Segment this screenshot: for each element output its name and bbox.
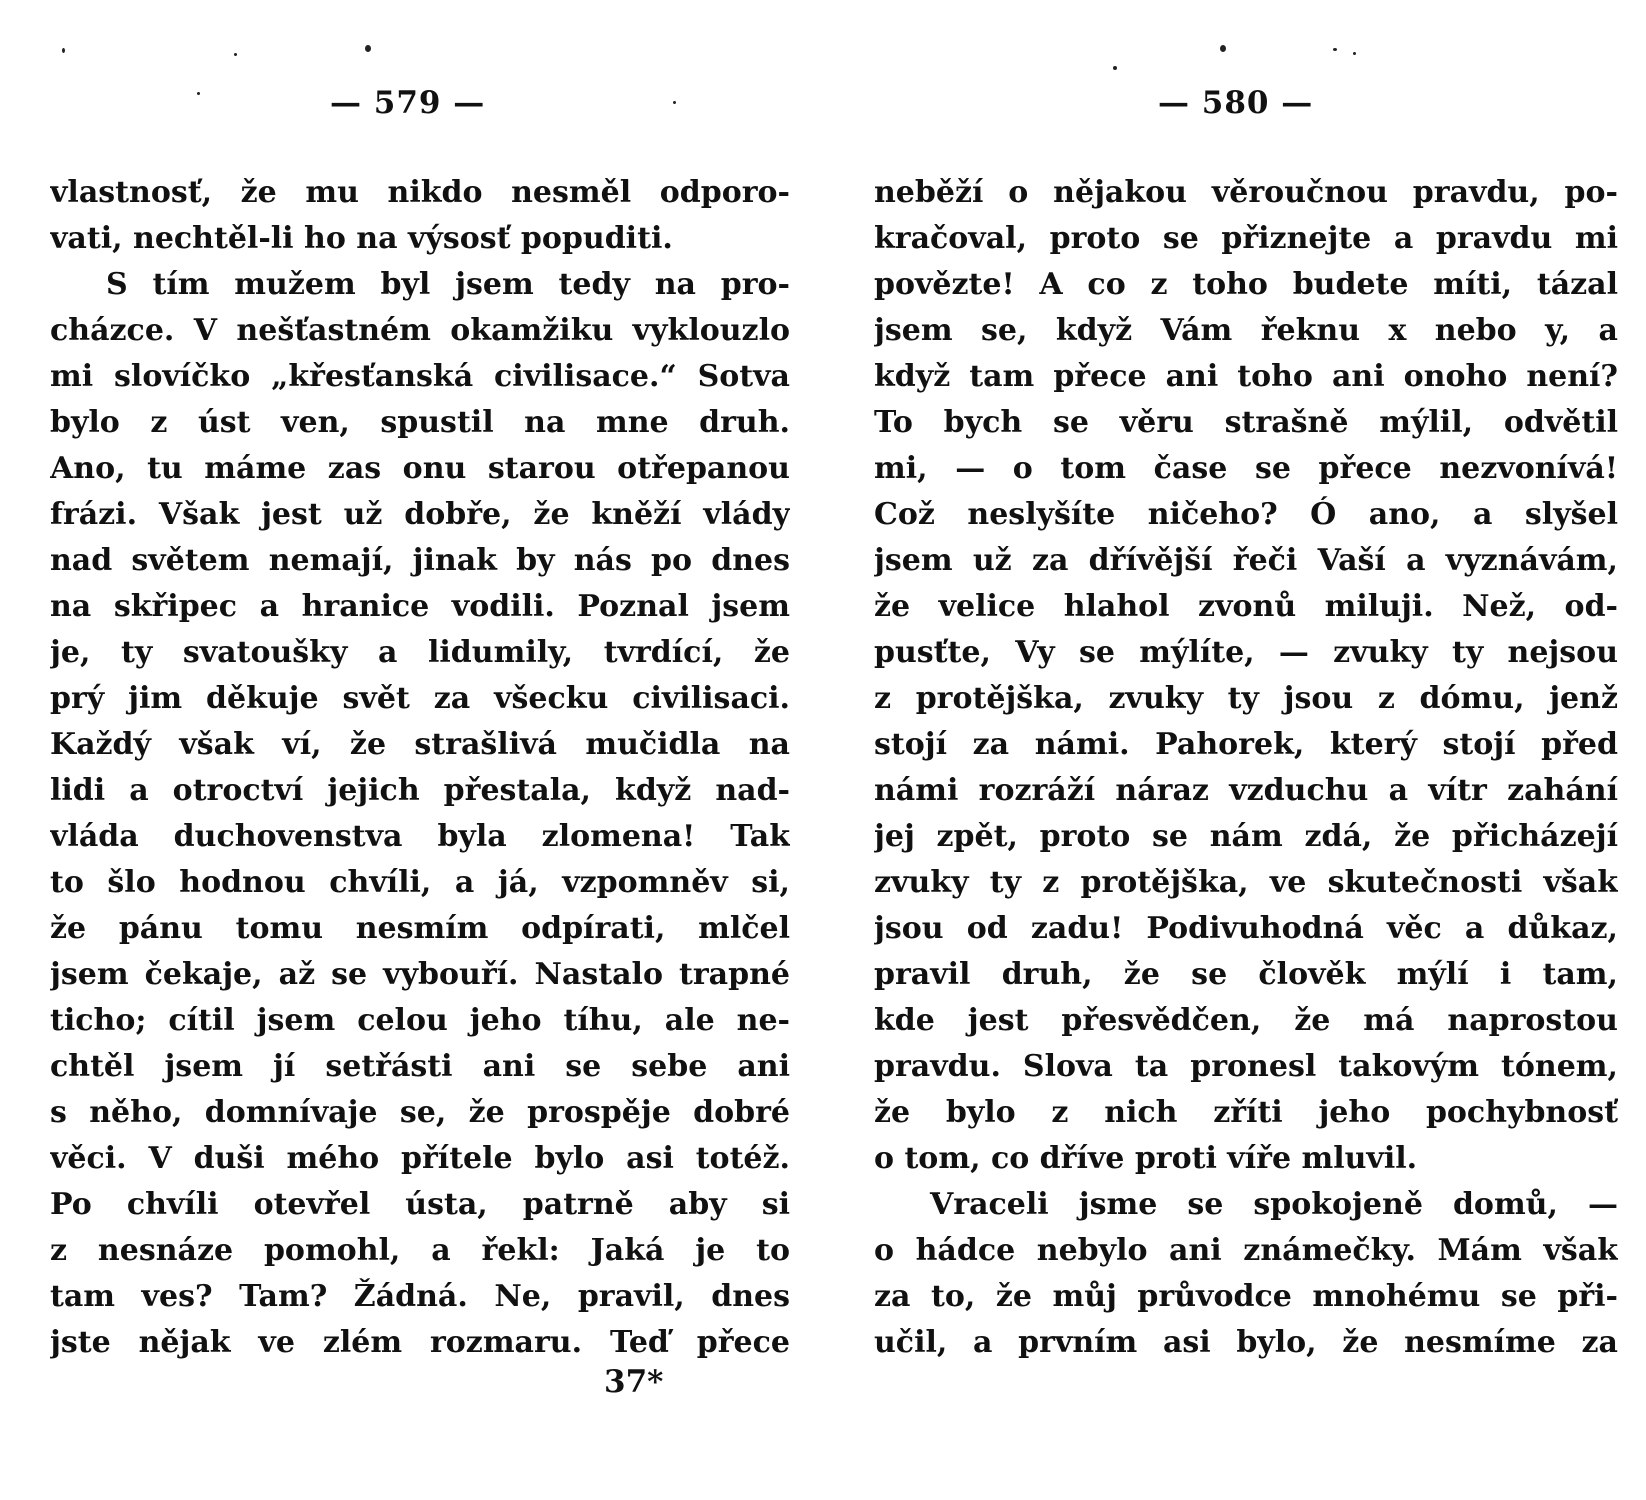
text-line: jsou od zadu! Podivuhodná věc a důkaz, — [874, 911, 1618, 946]
text-line: zvuky ty z protějška, ve skutečnosti však — [874, 865, 1618, 900]
text-line: Ano, tu máme zas onu starou otřepanou — [50, 451, 790, 486]
text-line: když tam přece ani toho ani onoho není? — [874, 359, 1618, 394]
text-line: za to, že můj průvodce mnohému se při- — [874, 1279, 1618, 1314]
text-line: chtěl jsem jí setřásti ani se sebe ani — [50, 1049, 790, 1084]
text-line: cházce. V nešťastném okamžiku vyklouzlo — [50, 313, 790, 348]
text-line: učil, a prvním asi bylo, že nesmíme za — [874, 1325, 1618, 1360]
page-text — [874, 170, 1618, 1366]
text-line: S tím mužem byl jsem tedy na pro- — [106, 267, 790, 302]
print-speck — [1333, 48, 1337, 51]
text-line: mi, — o tom čase se přece nezvonívá! — [874, 451, 1618, 486]
text-line: Každý však ví, že strašlivá mučidla na — [50, 727, 790, 762]
print-speck — [197, 92, 200, 95]
text-line: jsem už za dřívější řeči Vaší a vyznávám, — [874, 543, 1618, 578]
text-line: vlastnosť, že mu nikdo nesměl odporo- — [50, 175, 790, 210]
print-speck — [234, 53, 237, 56]
printer-signature: 37* — [604, 1364, 664, 1400]
text-line: námi rozráží náraz vzduchu a vítr zahání — [874, 773, 1618, 808]
text-line: vati, nechtěl-li ho na výsosť popuditi. — [50, 221, 673, 256]
text-line: Po chvíli otevřel ústa, patrně aby si — [50, 1187, 790, 1222]
text-line: bylo z úst ven, spustil na mne druh. — [50, 405, 790, 440]
print-speck — [1353, 52, 1356, 55]
text-line: kde jest přesvědčen, že má naprostou — [874, 1003, 1618, 1038]
print-speck — [62, 48, 65, 53]
text-line: lidi a otroctví jejich přestala, když nad- — [50, 773, 790, 808]
text-line: z protějška, zvuky ty jsou z dómu, jenž — [874, 681, 1618, 716]
print-speck — [1220, 45, 1226, 52]
text-line: s něho, domnívaje se, že prospěje dobré — [50, 1095, 790, 1130]
page-number: — 580 — — [1158, 85, 1314, 121]
text-line: že bylo z nich zříti jeho pochybnosť — [874, 1095, 1618, 1130]
print-speck — [1113, 66, 1117, 70]
text-line: pravil druh, že se člověk mýlí i tam, — [874, 957, 1618, 992]
text-line: ticho; cítil jsem celou jeho tíhu, ale ne- — [50, 1003, 790, 1038]
text-line: jej zpět, proto se nám zdá, že přicházejí — [874, 819, 1618, 854]
text-line: prý jim děkuje svět za všecku civilisaci. — [50, 681, 790, 716]
text-line: stojí za námi. Pahorek, který stojí před — [874, 727, 1618, 762]
text-line: o tom, co dříve proti víře mluvil. — [874, 1141, 1418, 1176]
text-line: Což neslyšíte ničeho? Ó ano, a slyšel — [874, 497, 1618, 532]
text-line: mi slovíčko „křesťanská civilisace.“ Sotva — [50, 359, 790, 394]
text-line: jsem čekaje, až se vybouří. Nastalo trapné — [50, 957, 790, 992]
page-number: — 579 — — [330, 85, 486, 121]
text-line: je, ty svatoušky a lidumily, tvrdící, že — [50, 635, 790, 670]
text-line: neběží o nějakou věroučnou pravdu, po- — [874, 175, 1618, 210]
print-speck — [365, 45, 371, 52]
right-page — [823, 0, 1646, 1500]
text-line: jsem se, když Vám řeknu x nebo y, a — [874, 313, 1618, 348]
text-line: že velice hlahol zvonů miluji. Než, od- — [874, 589, 1618, 624]
text-line: To bych se věru strašně mýlil, odvětil — [874, 405, 1618, 440]
print-speck — [673, 101, 676, 104]
text-line: pusťte, Vy se mýlíte, — zvuky ty nejsou — [874, 635, 1618, 670]
page-text — [50, 170, 790, 1366]
text-line: pravdu. Slova ta pronesl takovým tónem, — [874, 1049, 1618, 1084]
text-line: to šlo hodnou chvíli, a já, vzpomněv si, — [50, 865, 790, 900]
text-line: jste nějak ve zlém rozmaru. Teď přece — [50, 1325, 790, 1360]
text-line: nad světem nemají, jinak by nás po dnes — [50, 543, 790, 578]
text-line: z nesnáze pomohl, a řekl: Jaká je to — [50, 1233, 790, 1268]
text-line: kračoval, proto se přiznejte a pravdu mi — [874, 221, 1618, 256]
text-line: na skřipec a hranice vodili. Poznal jsem — [50, 589, 790, 624]
text-line: vláda duchovenstva byla zlomena! Tak — [50, 819, 790, 854]
text-line: že pánu tomu nesmím odpírati, mlčel — [50, 911, 790, 946]
text-line: Vraceli jsme se spokojeně domů, — — [930, 1187, 1618, 1222]
text-line: o hádce nebylo ani známečky. Mám však — [874, 1233, 1618, 1268]
text-line: povězte! A co z toho budete míti, tázal — [874, 267, 1618, 302]
text-line: věci. V duši mého přítele bylo asi totéž. — [50, 1141, 790, 1176]
text-line: frázi. Však jest už dobře, že kněží vlády — [50, 497, 790, 532]
text-line: tam ves? Tam? Žádná. Ne, pravil, dnes — [50, 1279, 790, 1314]
